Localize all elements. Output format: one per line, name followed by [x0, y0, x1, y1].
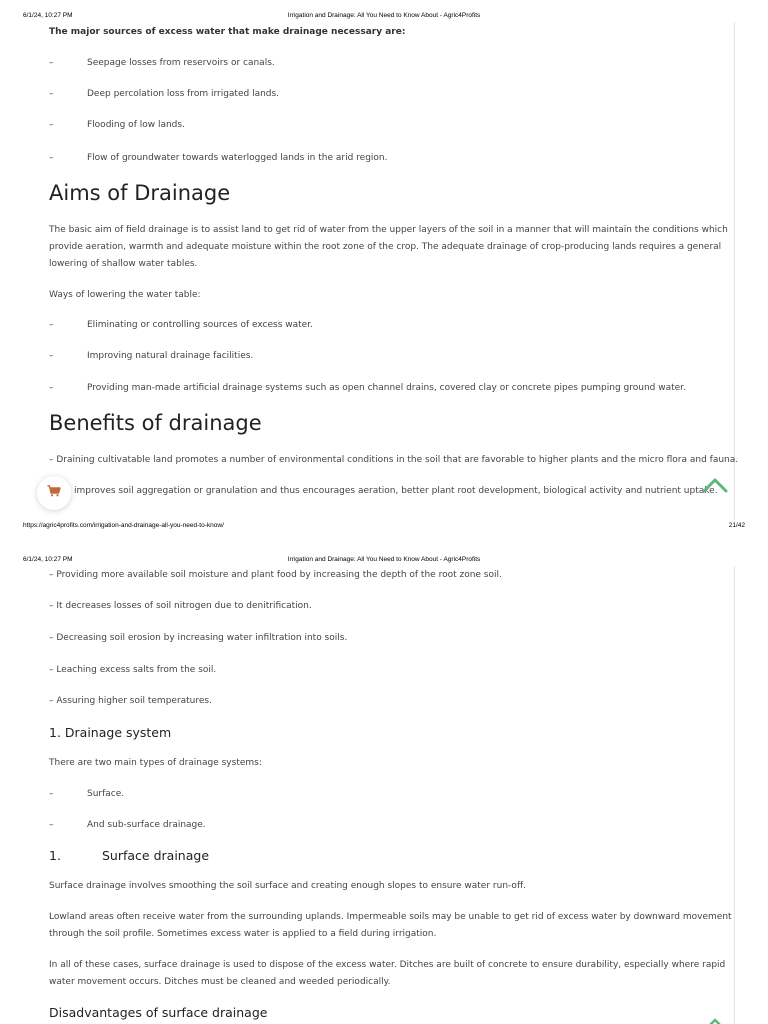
print-date: 6/1/24, 10:27 PM [23, 556, 73, 563]
print-url: https://agric4profits.com/irrigation-and-drainage-all-you-need-to-know/ [23, 522, 224, 529]
aims-para-line: provide aeration, warmth and adequate moisture within the root zone of the crop. The adequate drainage of crop-producing lands requires a general [49, 242, 722, 252]
way-item: Improving natural drainage facilities. [87, 351, 254, 361]
page-number: 21/42 [728, 522, 745, 529]
system-intro: There are two main types of drainage systems: [49, 758, 262, 768]
type-item: Surface. [87, 789, 125, 799]
source-item: Deep percolation loss from irrigated lands. [87, 89, 280, 99]
bullet-dash: – [49, 789, 54, 799]
surface-para-line: through the soil profile. Sometimes excess water is applied to a field during irrigation. [49, 929, 437, 939]
aims-para-line: The basic aim of field drainage is to assist land to get rid of water from the upper layers of the soil in a manner that will maintain the conditions which [49, 225, 728, 235]
bullet-dash: – [49, 820, 54, 830]
sheet-gap [0, 534, 768, 554]
chevron-up-icon [706, 1016, 724, 1024]
drainage-system-heading: 1. Drainage system [49, 725, 172, 740]
aims-heading: Aims of Drainage [49, 181, 231, 205]
cart-icon [47, 484, 61, 502]
surface-para-line: water movement occurs. Ditches must be cleaned and weeded periodically. [49, 977, 391, 987]
way-item: Eliminating or controlling sources of excess water. [87, 320, 313, 330]
benefit-item: – Assuring higher soil temperatures. [49, 696, 212, 706]
type-item: And sub-surface drainage. [87, 820, 206, 830]
surface-drainage-heading: Surface drainage [102, 848, 210, 863]
bullet-dash: – [49, 89, 54, 99]
print-footer [0, 522, 768, 534]
surface-para-line: In all of these cases, surface drainage is used to dispose of the excess water. Ditches are built of concrete to ensure durability, especially where rapid [49, 960, 726, 970]
benefit-item: – Leaching excess salts from the soil. [49, 665, 217, 675]
surface-para: Surface drainage involves smoothing the soil surface and creating enough slopes to ensure water run-off. [49, 881, 526, 891]
bullet-dash: – [49, 120, 54, 130]
source-item: Flooding of low lands. [87, 120, 185, 130]
benefit-item: improves soil aggregation or granulation and thus encourages aeration, better plant root development, biological activity and nutrient uptake. [74, 486, 718, 496]
print-title: Irrigation and Drainage: All You Need to Know About - Agric4Profits [287, 556, 481, 563]
bullet-dash: – [49, 320, 54, 330]
aims-para-line: lowering of shallow water tables. [49, 259, 198, 269]
print-title: Irrigation and Drainage: All You Need to Know About - Agric4Profits [287, 12, 481, 19]
way-item: Providing man-made artificial drainage systems such as open channel drains, covered clay or concrete pipes pumping ground water. [87, 383, 686, 393]
chevron-up-icon [702, 481, 728, 498]
benefits-heading: Benefits of drainage [49, 411, 262, 435]
cart-button[interactable] [37, 476, 71, 510]
scroll-to-top-button[interactable] [702, 476, 728, 494]
benefit-item: – Draining cultivatable land promotes a number of environmental conditions in the soil that are favorable to higher plants and the micro flora and fauna. [49, 455, 739, 465]
bullet-dash: – [49, 153, 54, 163]
scroll-to-top-button[interactable] [706, 1016, 724, 1024]
print-date: 6/1/24, 10:27 PM [23, 12, 73, 19]
bullet-dash: – [49, 383, 54, 393]
bullet-dash: – [49, 351, 54, 361]
disadvantages-heading: Disadvantages of surface drainage [49, 1005, 268, 1020]
ways-intro: Ways of lowering the water table: [49, 290, 201, 300]
benefit-item: – Providing more available soil moisture and plant food by increasing the depth of the root zone soil. [49, 570, 502, 580]
bullet-dash: – [49, 58, 54, 68]
source-item: Flow of groundwater towards waterlogged lands in the arid region. [87, 153, 388, 163]
benefit-item: – It decreases losses of soil nitrogen due to denitrification. [49, 601, 312, 611]
surface-heading-number: 1. [49, 848, 61, 863]
source-item: Seepage losses from reservoirs or canals. [87, 58, 275, 68]
benefit-item: – Decreasing soil erosion by increasing water infiltration into soils. [49, 633, 348, 643]
surface-para-line: Lowland areas often receive water from the surrounding uplands. Impermeable soils may be unable to get rid of excess water by downward movement [49, 912, 732, 922]
sources-intro: The major sources of excess water that make drainage necessary are: [49, 27, 406, 37]
